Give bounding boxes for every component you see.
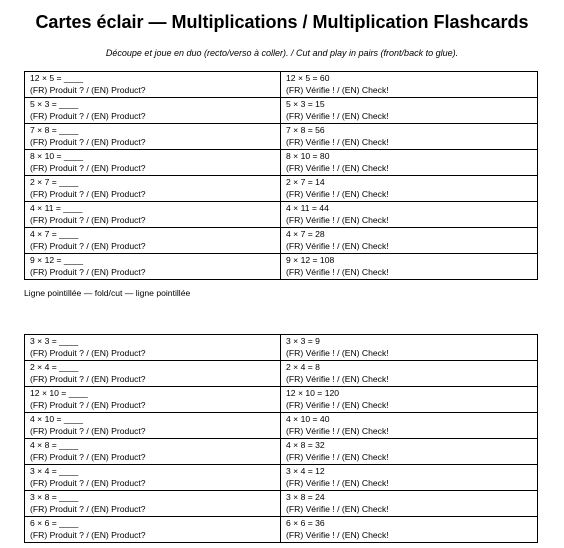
flashcard-row [25,361,538,387]
card-back-prompt: (FR) Vérifie ! / (EN) Check! [286,189,389,199]
flashcard-row [25,150,538,176]
cut-mark: · [536,145,539,154]
card-back [281,98,538,124]
card-front-prompt: (FR) Produit ? / (EN) Product? [30,400,146,410]
card-back [281,176,538,202]
flashcard-row [25,439,538,465]
card-front [25,176,281,202]
card-back [281,413,538,439]
card-answer: 4 × 7 = 28 [286,229,325,239]
flashcard-row [25,228,538,254]
card-question: 4 × 8 = ____ [30,440,79,450]
card-answer: 9 × 12 = 108 [286,255,335,265]
card-front-prompt: (FR) Produit ? / (EN) Product? [30,241,146,251]
flashcard-row [25,335,538,361]
flashcard-row [25,491,538,517]
card-back-prompt: (FR) Vérifie ! / (EN) Check! [286,111,389,121]
card-answer: 12 × 5 = 60 [286,73,330,83]
card-front [25,150,281,176]
flashcard-rows-top [25,72,538,280]
card-back [281,491,538,517]
card-question: 5 × 3 = ____ [30,99,79,109]
flashcard-row [25,202,538,228]
card-front-prompt: (FR) Produit ? / (EN) Product? [30,452,146,462]
card-front [25,361,281,387]
flashcard-row [25,72,538,98]
card-back [281,150,538,176]
card-question: 4 × 11 = ____ [30,203,83,213]
card-question: 9 × 12 = ____ [30,255,84,265]
flashcard-table-top [24,71,538,280]
card-front-prompt: (FR) Produit ? / (EN) Product? [30,267,146,277]
card-back [281,335,538,361]
card-question: 3 × 4 = ____ [30,466,79,476]
card-front-prompt: (FR) Produit ? / (EN) Product? [30,478,146,488]
card-front-prompt: (FR) Produit ? / (EN) Product? [30,530,146,540]
card-front-prompt: (FR) Produit ? / (EN) Product? [30,163,146,173]
card-back-prompt: (FR) Vérifie ! / (EN) Check! [286,163,389,173]
card-question: 7 × 8 = ____ [30,125,79,135]
card-back [281,387,538,413]
flashcard-table-bottom [24,334,538,543]
card-question: 12 × 5 = ____ [30,73,84,83]
card-back-prompt: (FR) Vérifie ! / (EN) Check! [286,374,389,384]
card-back-prompt: (FR) Vérifie ! / (EN) Check! [286,530,389,540]
card-front [25,228,281,254]
card-front [25,517,281,543]
document-title: Cartes éclair — Multiplications / Multiplication Flashcards [35,12,529,32]
card-front-prompt: (FR) Produit ? / (EN) Product? [30,111,146,121]
card-back-prompt: (FR) Vérifie ! / (EN) Check! [286,478,389,488]
card-back [281,361,538,387]
card-back [281,439,538,465]
card-front-prompt: (FR) Produit ? / (EN) Product? [30,504,146,514]
card-back-prompt: (FR) Vérifie ! / (EN) Check! [286,267,389,277]
flashcard-row [25,387,538,413]
card-front-prompt: (FR) Produit ? / (EN) Product? [30,215,146,225]
document-subtitle: Découpe et joue en duo (recto/verso à coller). / Cut and play in pairs (front/back to glue). [105,48,459,58]
card-back-prompt: (FR) Vérifie ! / (EN) Check! [286,504,389,514]
card-answer: 3 × 8 = 24 [286,492,325,502]
card-question: 8 × 10 = ____ [30,151,84,161]
card-answer: 4 × 8 = 32 [286,440,325,450]
flashcard-row [25,413,538,439]
card-front-prompt: (FR) Produit ? / (EN) Product? [30,137,146,147]
flashcard-row [25,517,538,543]
card-question: 3 × 8 = ____ [30,492,79,502]
fold-cut-separator: Ligne pointillée — fold/cut — ligne pointillée [24,288,191,298]
card-front [25,491,281,517]
card-answer: 3 × 4 = 12 [286,466,325,476]
card-question: 4 × 7 = ____ [30,229,79,239]
card-front [25,202,281,228]
card-answer: 2 × 7 = 14 [286,177,325,187]
card-back-prompt: (FR) Vérifie ! / (EN) Check! [286,348,389,358]
flashcard-rows-bottom [25,335,538,543]
card-back-prompt: (FR) Vérifie ! / (EN) Check! [286,137,389,147]
card-answer: 3 × 3 = 9 [286,336,320,346]
card-back [281,465,538,491]
card-question: 12 × 10 = ____ [30,388,88,398]
card-front [25,335,281,361]
card-front [25,465,281,491]
card-front [25,387,281,413]
card-front-prompt: (FR) Produit ? / (EN) Product? [30,426,146,436]
card-front [25,98,281,124]
flashcard-row [25,176,538,202]
card-back-prompt: (FR) Vérifie ! / (EN) Check! [286,241,389,251]
card-answer: 2 × 4 = 8 [286,362,320,372]
card-question: 4 × 10 = ____ [30,414,84,424]
card-front-prompt: (FR) Produit ? / (EN) Product? [30,374,146,384]
card-back [281,517,538,543]
card-question: 2 × 4 = ____ [30,362,79,372]
card-question: 2 × 7 = ____ [30,177,79,187]
card-back-prompt: (FR) Vérifie ! / (EN) Check! [286,452,389,462]
card-back-prompt: (FR) Vérifie ! / (EN) Check! [286,400,389,410]
card-answer: 7 × 8 = 56 [286,125,325,135]
card-front [25,413,281,439]
card-answer: 5 × 3 = 15 [286,99,325,109]
flashcard-row [25,254,538,280]
card-back [281,254,538,280]
card-answer: 4 × 11 = 44 [286,203,329,213]
card-question: 6 × 6 = ____ [30,518,79,528]
card-front [25,439,281,465]
card-back [281,228,538,254]
flashcard-row [25,465,538,491]
card-back [281,202,538,228]
card-back-prompt: (FR) Vérifie ! / (EN) Check! [286,215,389,225]
card-front [25,124,281,150]
card-front [25,254,281,280]
card-front-prompt: (FR) Produit ? / (EN) Product? [30,85,146,95]
card-front-prompt: (FR) Produit ? / (EN) Product? [30,189,146,199]
flashcard-row [25,98,538,124]
card-front-prompt: (FR) Produit ? / (EN) Product? [30,348,146,358]
card-back [281,124,538,150]
flashcard-row [25,124,538,150]
card-back-prompt: (FR) Vérifie ! / (EN) Check! [286,426,389,436]
card-answer: 6 × 6 = 36 [286,518,325,528]
card-back-prompt: (FR) Vérifie ! / (EN) Check! [286,85,389,95]
card-answer: 12 × 10 = 120 [286,388,340,398]
card-back [281,72,538,98]
card-answer: 8 × 10 = 80 [286,151,330,161]
card-answer: 4 × 10 = 40 [286,414,330,424]
card-front [25,72,281,98]
card-question: 3 × 3 = ____ [30,336,79,346]
